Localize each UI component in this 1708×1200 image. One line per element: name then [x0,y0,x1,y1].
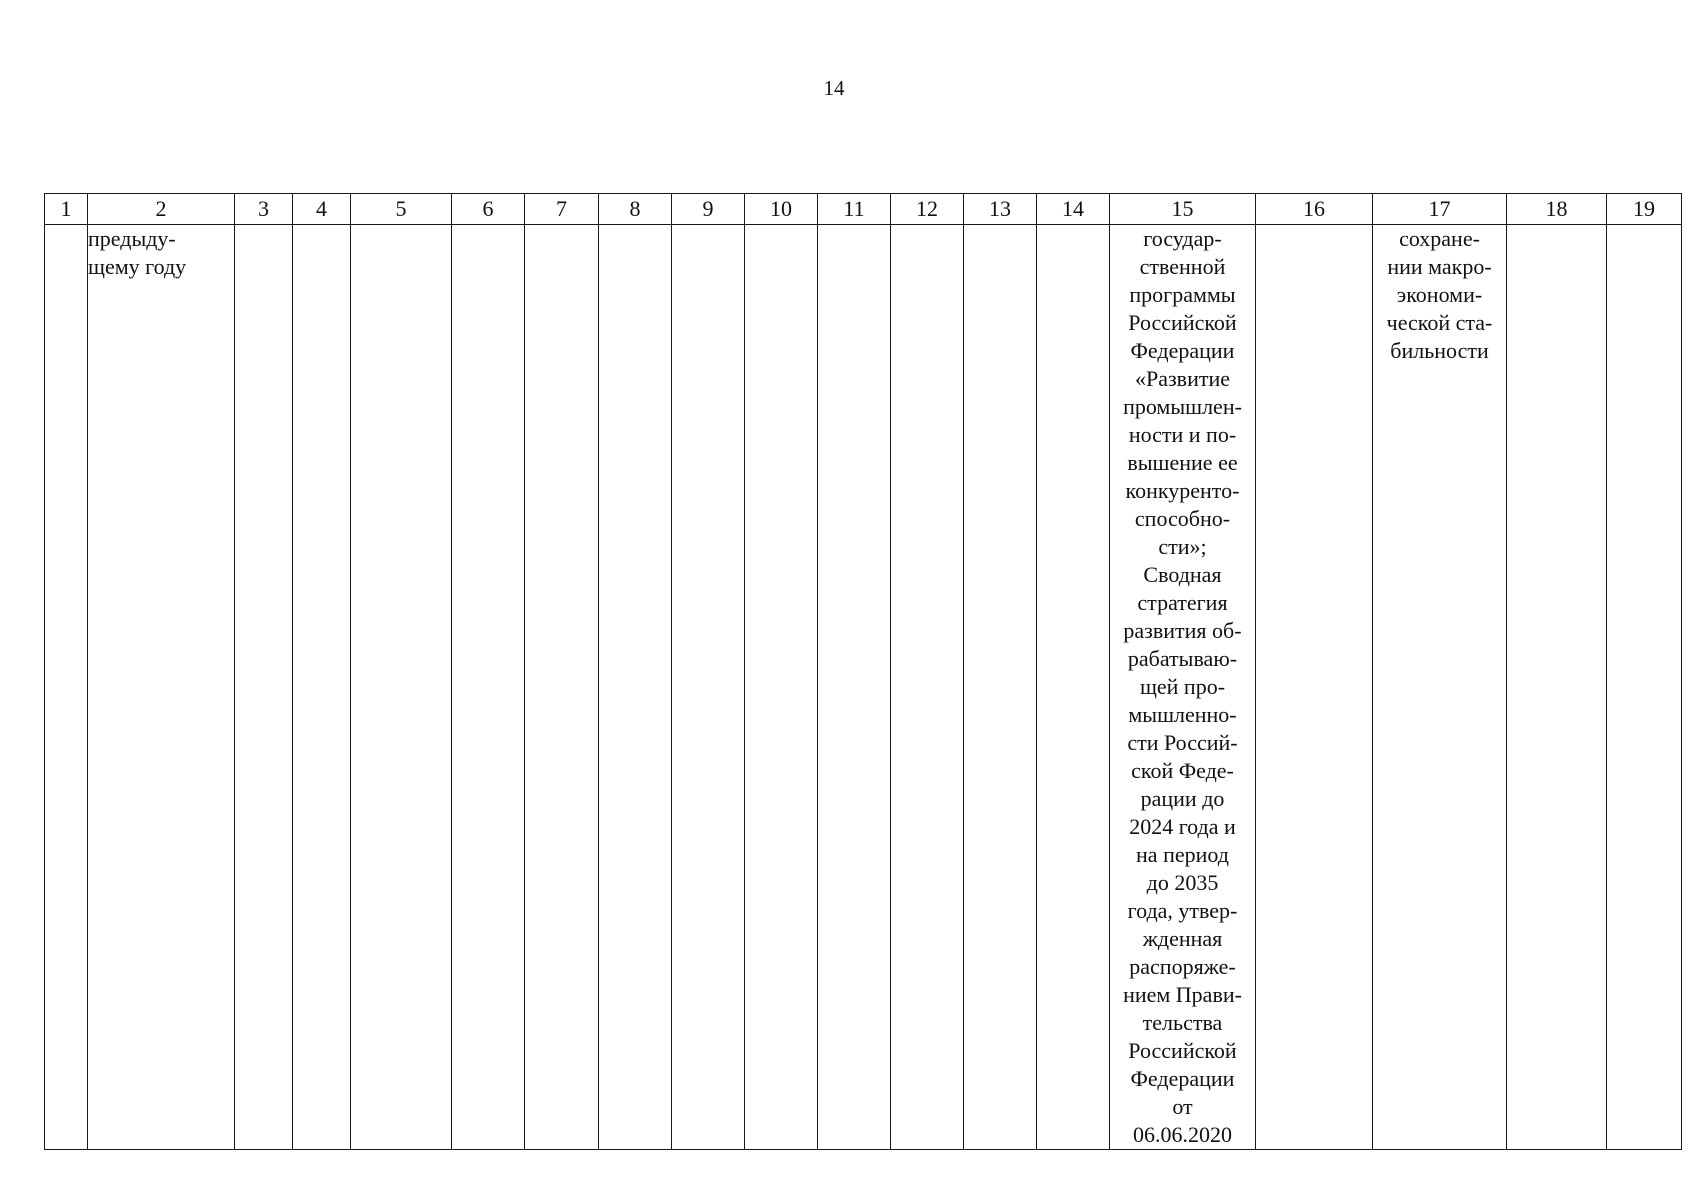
cell-col-9 [672,225,745,1150]
cell-col-1 [45,225,88,1150]
column-header-10: 10 [745,194,818,225]
cell-text-line: на период [1136,842,1229,867]
cell-text-line: 06.06.2020 [1133,1122,1232,1147]
cell-text-line: ческой ста- [1386,310,1493,335]
cell-col-5 [351,225,452,1150]
cell-col-10 [745,225,818,1150]
cell-text-line: бильности [1390,338,1489,363]
cell-text-line: рабатываю- [1127,646,1238,671]
cell-col-2-text [88,225,234,281]
cell-col-11 [818,225,891,1150]
cell-text-line: распоряже- [1129,954,1236,979]
table-row [45,225,1682,1150]
cell-text-line: нии макро- [1387,254,1492,279]
cell-col-15-text [1110,225,1255,1149]
cell-text-line: года, утвер- [1127,898,1238,923]
cell-col-17 [1373,225,1507,1150]
cell-col-15 [1110,225,1256,1150]
column-header-1: 1 [45,194,88,225]
column-header-8: 8 [599,194,672,225]
cell-text-line: тельства [1142,1010,1223,1035]
cell-col-3 [235,225,293,1150]
cell-text-line: экономи- [1396,282,1483,307]
cell-text-line: государ- [1143,226,1222,251]
cell-text-line: мышленно- [1128,702,1237,727]
cell-text-line: ности и по- [1128,422,1237,447]
cell-col-17-text [1373,225,1506,365]
cell-text-line: конкуренто- [1125,478,1240,503]
cell-text-line: способно- [1134,506,1231,531]
column-header-7: 7 [525,194,599,225]
column-header-13: 13 [964,194,1037,225]
cell-text-line: программы [1129,282,1236,307]
cell-col-4 [293,225,351,1150]
cell-text-line: предыду- [88,226,176,251]
cell-text-line: нием Прави- [1123,982,1242,1007]
cell-text-line: щему году [88,254,187,279]
cell-text-line: сти»; [1158,534,1207,559]
cell-col-14 [1037,225,1110,1150]
cell-text-line: промышлен- [1123,394,1242,419]
cell-text-line: Российской [1128,1038,1237,1063]
cell-text-line: щей про- [1139,674,1226,699]
cell-text-line: ской Феде- [1131,758,1234,783]
cell-col-6 [452,225,525,1150]
cell-text-line: Сводная [1143,562,1222,587]
cell-text-line: развития об- [1123,618,1242,643]
cell-text-line: Федерации [1130,338,1235,363]
cell-col-7 [525,225,599,1150]
cell-text-line: вышение ее [1127,450,1238,475]
cell-text-line: от [1172,1094,1193,1119]
cell-col-18 [1507,225,1607,1150]
cell-text-line: ственной [1139,254,1226,279]
column-header-19: 19 [1607,194,1682,225]
column-header-14: 14 [1037,194,1110,225]
cell-text-line: сохране- [1399,226,1480,251]
cell-col-8 [599,225,672,1150]
cell-text-line: жденная [1142,926,1223,951]
cell-text-line: стратегия [1137,590,1228,615]
column-header-17: 17 [1373,194,1507,225]
column-header-11: 11 [818,194,891,225]
cell-col-13 [964,225,1037,1150]
cell-text-line: сти Россий- [1127,730,1238,755]
column-header-6: 6 [452,194,525,225]
column-header-18: 18 [1507,194,1607,225]
header-row [45,194,1682,225]
column-header-2: 2 [88,194,235,225]
data-table [44,193,1682,1150]
column-header-4: 4 [293,194,351,225]
cell-text-line: Федерации [1130,1066,1235,1091]
cell-col-2 [88,225,235,1150]
cell-col-16 [1256,225,1373,1150]
cell-text-line: «Развитие [1134,366,1230,391]
cell-text-line: до 2035 [1146,870,1219,895]
cell-col-12 [891,225,964,1150]
cell-text-line: 2024 года и [1129,814,1236,839]
cell-col-19 [1607,225,1682,1150]
cell-text-line: рации до [1140,786,1225,811]
column-header-3: 3 [235,194,293,225]
column-header-12: 12 [891,194,964,225]
column-header-16: 16 [1256,194,1373,225]
cell-text-line: Российской [1128,310,1237,335]
column-header-15: 15 [1110,194,1256,225]
column-header-5: 5 [351,194,452,225]
page-number: 14 [823,76,845,100]
column-header-9: 9 [672,194,745,225]
